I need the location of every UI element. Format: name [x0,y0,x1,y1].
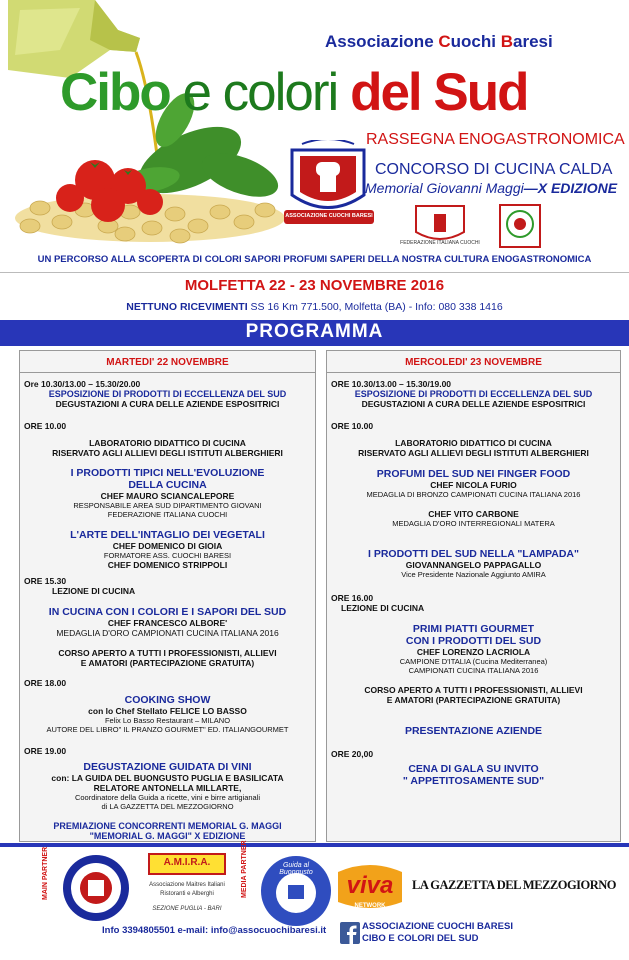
right-chef-2-medal: MEDAGLIA D'ORO INTERREGIONALI MATERA [392,519,555,528]
left-lab: LABORATORIO DIDATTICO DI CUCINA [89,438,246,448]
separator [0,272,629,273]
left-time-3: ORE 15.30 [24,576,67,586]
right-lesson: LEZIONE DI CUCINA [341,603,425,613]
left-time-1: Ore 10.30/13.00 – 15.30/20.00 [24,379,141,389]
right-open-1: CORSO APERTO A TUTTI I PROFESSIONISTI, ALLIEVI [364,685,583,695]
contest-title: CONCORSO DI CUCINA CALDA [375,161,613,178]
footer-line [0,843,629,847]
right-divider [327,372,620,373]
association-title: Associazione Cuochi Baresi [325,32,553,51]
right-chef-2: CHEF VITO CARBONE [428,509,519,519]
left-lesson: LEZIONE DI CUCINA [52,586,136,596]
left-topic-1a: I PRODOTTI TIPICI NELL'EVOLUZIONE [70,467,265,479]
right-chef-3-title: CAMPIONE D'ITALIA (Cucina Mediterranea) [399,657,548,666]
tagline: UN PERCORSO ALLA SCOPERTA DI COLORI SAPORI PROFUMI SAPERI DELLA NOSTRA CULTURA ENOGASTRONOMICA [37,254,592,265]
left-chef-1-org: FEDERAZIONE ITALIANA CUOCHI [107,510,228,519]
chef-hat-icon [316,162,340,176]
venue-line: NETTUNO RICEVIMENTI SS 16 Km 771.500, Molfetta (BA) - Info: 080 338 1416 [126,301,503,313]
left-wine-speaker: RELATORE ANTONELLA MILLARTE, [93,783,242,793]
main-partner-logo [60,852,132,924]
amira-line-1: Associazione Maitres Italiani [149,882,225,888]
main-title [60,63,528,122]
left-time-5: ORE 19.00 [24,746,67,756]
right-expo: ESPOSIZIONE DI PRODOTTI DI ECCELLENZA DEL SUD [354,389,593,399]
left-chef-4: CHEF FRANCESCO ALBORE' [107,618,228,628]
left-topic-2: L'ARTE DELL'INTAGLIO DEI VEGETALI [70,529,265,541]
right-open-2: E AMATORI (PARTECIPAZIONE GRATUITA) [386,695,561,705]
right-time-2: ORE 10.00 [331,421,374,431]
right-chef-1-medal: MEDAGLIA DI BRONZO CAMPIONATI CUCINA ITALIANA 2016 [366,490,581,499]
right-gala: CENA DI GALA SU INVITO [408,763,539,775]
left-time-2: ORE 10.00 [24,421,67,431]
amira-name: A.M.I.R.A. [163,857,211,868]
subtitle: RASSEGNA ENOGASTRONOMICA [366,131,625,148]
right-column [326,350,621,842]
left-expo: ESPOSIZIONE DI PRODOTTI DI ECCELLENZA DEL SUD [48,389,287,399]
viva-text: viva [346,872,394,899]
right-chef-3-champ: CAMPIONATI CUCINA ITALIANA 2016 [408,666,539,675]
left-chef-4-medal: MEDAGLIA D'ORO CAMPIONATI CUCINA ITALIANA 2016 [56,628,279,638]
left-chef-2-role: FORMATORE ASS. CUOCHI BARESI [103,551,232,560]
right-companies: PRESENTAZIONE AZIENDE [404,725,543,737]
guida-text: Guida al Buongusto [279,862,313,876]
right-chef-3: CHEF LORENZO LACRIOLA [416,647,531,657]
right-time-4: ORE 20,00 [331,749,374,759]
phone[interactable]: 3394805501 [122,925,175,936]
title-word-3: del Sud [350,63,528,122]
left-divider [20,372,315,373]
association-logo-text: ASSOCIAZIONE CUOCHI BARESI [285,213,373,219]
amira-line-2: Ristoranti e Alberghi [160,891,214,897]
amira-line-3: SEZIONE PUGLIA - BARI [152,906,222,912]
left-chef-5: con lo Chef Stellato FELICE LO BASSO [88,706,247,716]
right-time-1: ORE 10.30/13.00 – 15.30/19.00 [331,379,452,389]
right-topic-1: PROFUMI DEL SUD NEI FINGER FOOD [376,468,571,480]
media-partner-label: MEDIA PARTNER [241,840,248,898]
left-degust: DEGUSTAZIONI A CURA DELLE AZIENDE ESPOSITRICI [55,399,280,409]
right-topic-3b: CON I PRODOTTI DEL SUD [405,635,542,647]
medal-logo [497,202,543,250]
right-degust: DEGUSTAZIONI A CURA DELLE AZIENDE ESPOSITRICI [361,399,586,409]
left-wine-role: Coordinatore della Guida a ricette, vini e birre artigianali [74,793,261,802]
viva-network: NETWORK [354,903,386,909]
left-wine-guide: con: LA GUIDA DEL BUONGUSTO PUGLIA E BASILICATA [51,773,284,783]
left-day: MARTEDI' 22 NOVEMBRE [106,357,229,368]
right-speaker-role: Vice Presidente Nazionale Aggiunto AMIRA [401,570,546,579]
gazzetta-logo: LA GAZZETTA DEL MEZZOGIORNO [412,878,617,892]
right-time-3: ORE 16.00 [331,593,374,603]
left-topic-3: IN CUCINA CON I COLORI E I SAPORI DEL SUD [48,606,287,618]
title-word-1: Cibo [60,63,170,122]
left-open-1: CORSO APERTO A TUTTI I PROFESSIONISTI, ALLIEVI [58,648,277,658]
right-day: MERCOLEDI' 23 NOVEMBRE [405,357,542,368]
right-lab-target: RISERVATO AGLI ALLIEVI DEGLI ISTITUTI ALBERGHIERI [358,448,589,458]
food-illustration [0,0,300,250]
programma-title: PROGRAMMA [245,321,384,342]
email-link[interactable]: info@assocuochibaresi.it [210,925,327,936]
left-chef-1: CHEF MAURO SCIANCALEPORE [100,491,235,501]
right-topic-2: I PRODOTTI DEL SUD NELLA "LAMPADA" [367,548,579,560]
title-word-2: e colori [182,63,338,122]
left-lab-target: RISERVATO AGLI ALLIEVI DEGLI ISTITUTI ALBERGHIERI [52,448,283,458]
right-speaker: GIOVANNANGELO PAPPAGALLO [405,560,542,570]
left-award-2: "MEMORIAL G. MAGGI" X EDIZIONE [89,831,246,841]
contacts: Info 3394805501 e-mail: info@assocuochibaresi.it [102,925,327,936]
left-chef-2: CHEF DOMENICO DI GIOIA [112,541,223,551]
facebook-links[interactable]: ASSOCIAZIONE CUOCHI BARESI CIBO E COLORI DEL SUD [362,921,513,944]
federazione-logo-text: FEDERAZIONE ITALIANA CUOCHI [400,240,480,246]
right-gala-title: " APPETITOSAMENTE SUD" [402,775,545,787]
right-topic-3a: PRIMI PIATTI GOURMET [412,623,535,635]
right-chef-1: CHEF NICOLA FURIO [430,480,517,490]
left-chef-5-rest: Felix Lo Basso Restaurant – MILANO [104,716,231,725]
right-lab: LABORATORIO DIDATTICO DI CUCINA [395,438,552,448]
left-cooking-show: COOKING SHOW [124,694,211,706]
left-chef-1-role: RESPONSABILE AREA SUD DIPARTIMENTO GIOVANI [73,501,262,510]
left-wine: DEGUSTAZIONE GUIDATA DI VINI [83,761,252,773]
left-chef-3: CHEF DOMENICO STRIPPOLI [107,560,228,570]
event-date: MOLFETTA 22 - 23 NOVEMBRE 2016 [184,277,445,294]
facebook-icon[interactable] [340,922,360,944]
left-column [19,350,316,842]
left-topic-1b: DELLA CUCINA [128,479,207,491]
left-award-1: PREMIAZIONE CONCORRENTI MEMORIAL G. MAGGI [53,821,282,831]
left-time-4: ORE 18.00 [24,678,67,688]
memorial-line: Memorial Giovanni Maggi—X EDIZIONE [365,180,618,196]
left-open-2: E AMATORI (PARTECIPAZIONE GRATUITA) [80,658,255,668]
left-chef-5-book: AUTORE DEL LIBRO" IL PRANZO GOURMET" ED. ITALIANGOURMET [46,725,289,734]
left-wine-paper: di LA GAZZETTA DEL MEZZOGIORNO [101,802,234,811]
main-partner-label: MAIN PARTNER [42,846,49,900]
